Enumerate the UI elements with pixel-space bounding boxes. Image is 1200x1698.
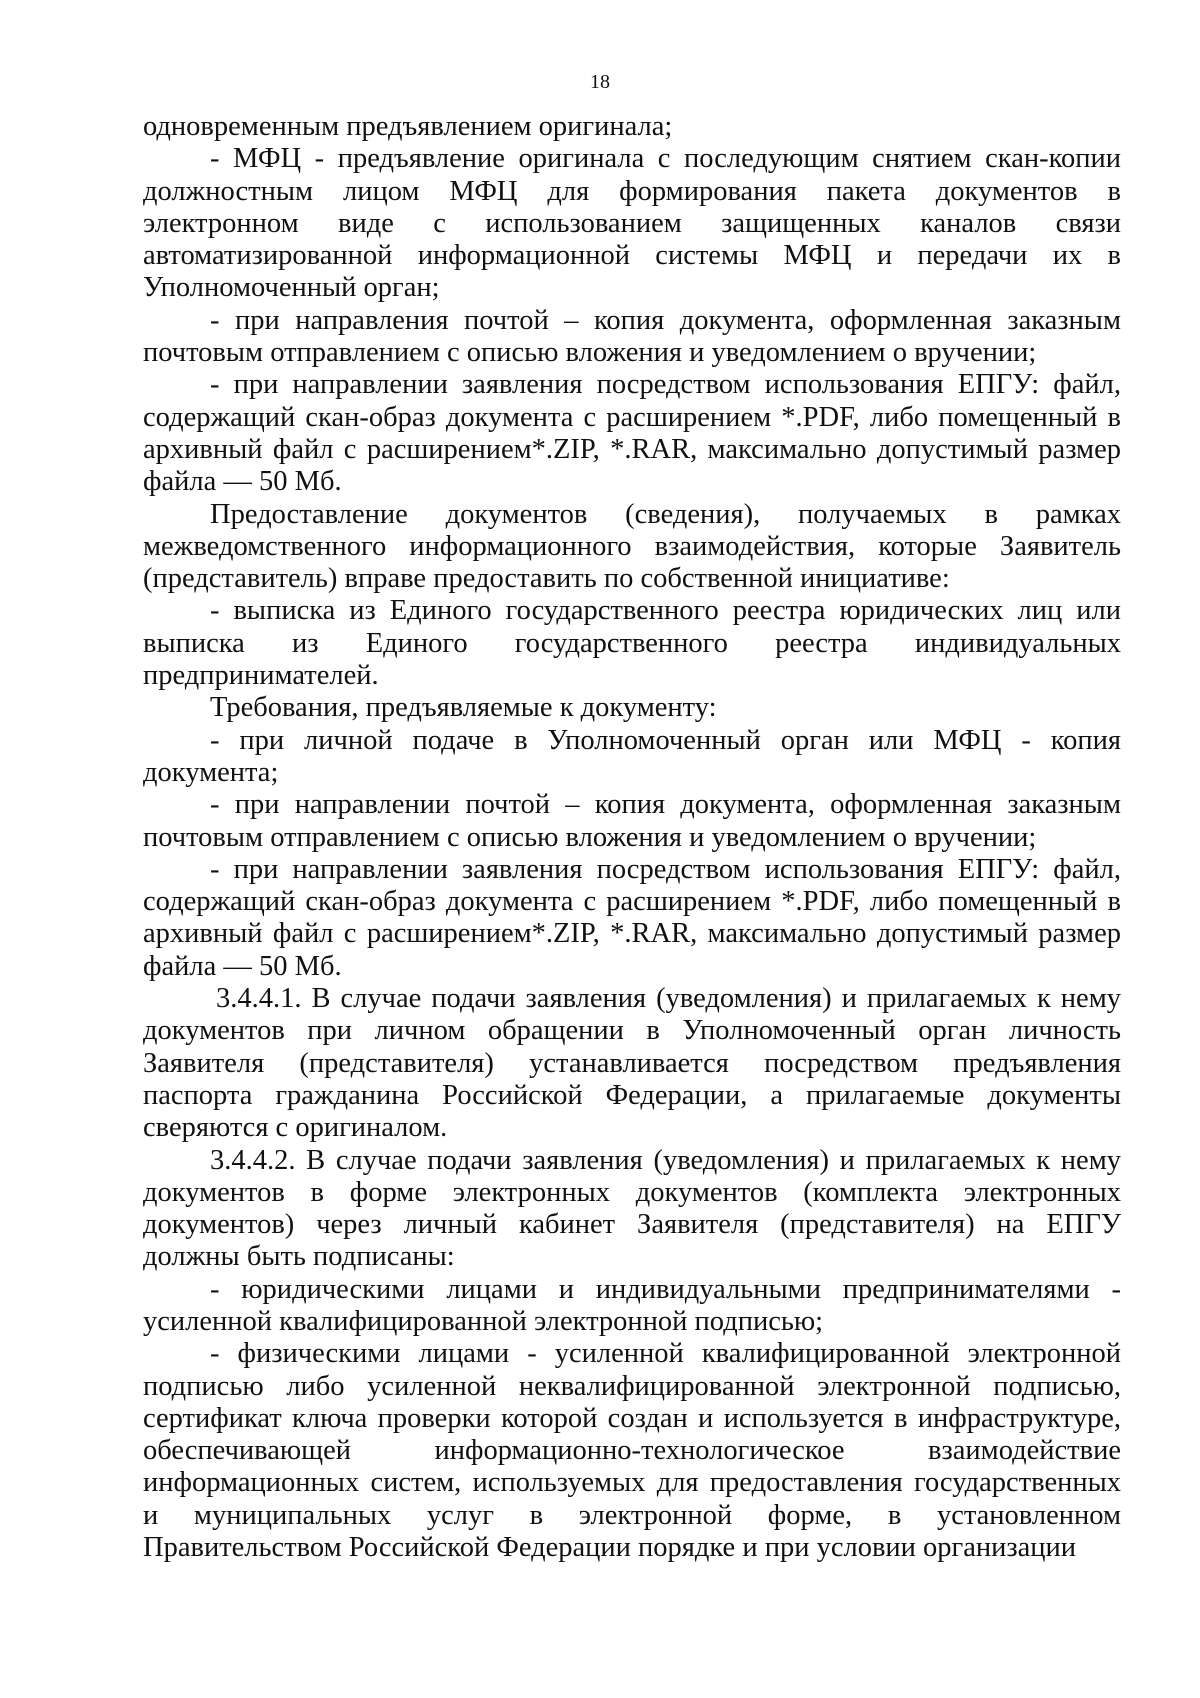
paragraph-3: - при направления почтой – копия документа, оформленная заказным почтовым отправлением с описью вложения и уведомлением о вручении; xyxy=(143,304,1121,369)
paragraph-5: Предоставление документов (сведения), получаемых в рамках межведомственного информационного взаимодействия, которые Заявитель (представитель) вправе предоставить по собственной инициативе: xyxy=(143,498,1121,595)
paragraph-7: Требования, предъявляемые к документу: xyxy=(210,692,717,724)
page-number: 18 xyxy=(590,71,610,93)
paragraph-9: - при направлении почтой – копия документа, оформленная заказным почтовым отправлением с описью вложения и уведомлением о вручении; xyxy=(143,789,1121,853)
paragraph-14: - физическими лицами - усиленной квалифицированной электронной подписью либо усиленной неквалифицированной электронной подписью, сертификат ключа проверки которой создан и используется в инфраструктуре, обеспечивающей информационно-технологическое взаимодействие информационных систем, используемых для предоставления государственных и муниципальных услуг в электронной форме, в установленном Правительством Российской Федерации порядке и при условии организации xyxy=(143,1338,1121,1564)
paragraph-2: - МФЦ - предъявление оригинала с последующим снятием скан-копии должностным лицом МФЦ для формирования пакета документов в электронном виде с использованием защищенных каналов связи автоматизированной информационной системы МФЦ и передачи их в Уполномоченный орган; xyxy=(143,143,1121,304)
paragraph-12: 3.4.4.2. В случае подачи заявления (уведомления) и прилагаемых к нему документов в форме электронных документов (комплекта электронных документов) через личный кабинет Заявителя (представителя) на ЕПГУ должны быть подписаны: xyxy=(143,1144,1121,1273)
paragraph-13: - юридическими лицами и индивидуальными предпринимателями - усиленной квалифицированной электронной подписью; xyxy=(143,1273,1121,1337)
paragraph-11: 3.4.4.1. В случае подачи заявления (уведомления) и прилагаемых к нему документов при личном обращении в Уполномоченный орган личность Заявителя (представителя) устанавливается посредством предъявления паспорта гражданина Российской Федерации, а прилагаемые документы сверяются с оригиналом. xyxy=(143,983,1121,1144)
paragraph-10: - при направлении заявления посредством использования ЕПГУ: файл, содержащий скан-образ документа с расширением *.PDF, либо помещенный в архивный файл с расширением*.ZIP, *.RAR, максимально допустимый размер файла — 50 Мб. xyxy=(143,853,1121,982)
paragraph-6: - выписка из Единого государственного реестра юридических лиц или выписка из Единого государственного реестра индивидуальных предпринимателей. xyxy=(143,595,1121,692)
paragraph-8: - при личной подаче в Уполномоченный орган или МФЦ - копия документа; xyxy=(143,724,1121,788)
document-body xyxy=(143,111,1121,1564)
paragraph-4: - при направлении заявления посредством использования ЕПГУ: файл, содержащий скан-образ документа с расширением *.PDF, либо помещенный в архивный файл с расширением*.ZIP, *.RAR, максимально допустимый размер файла — 50 Мб. xyxy=(143,369,1121,498)
paragraph-1: одновременным предъявлением оригинала; xyxy=(143,111,673,142)
